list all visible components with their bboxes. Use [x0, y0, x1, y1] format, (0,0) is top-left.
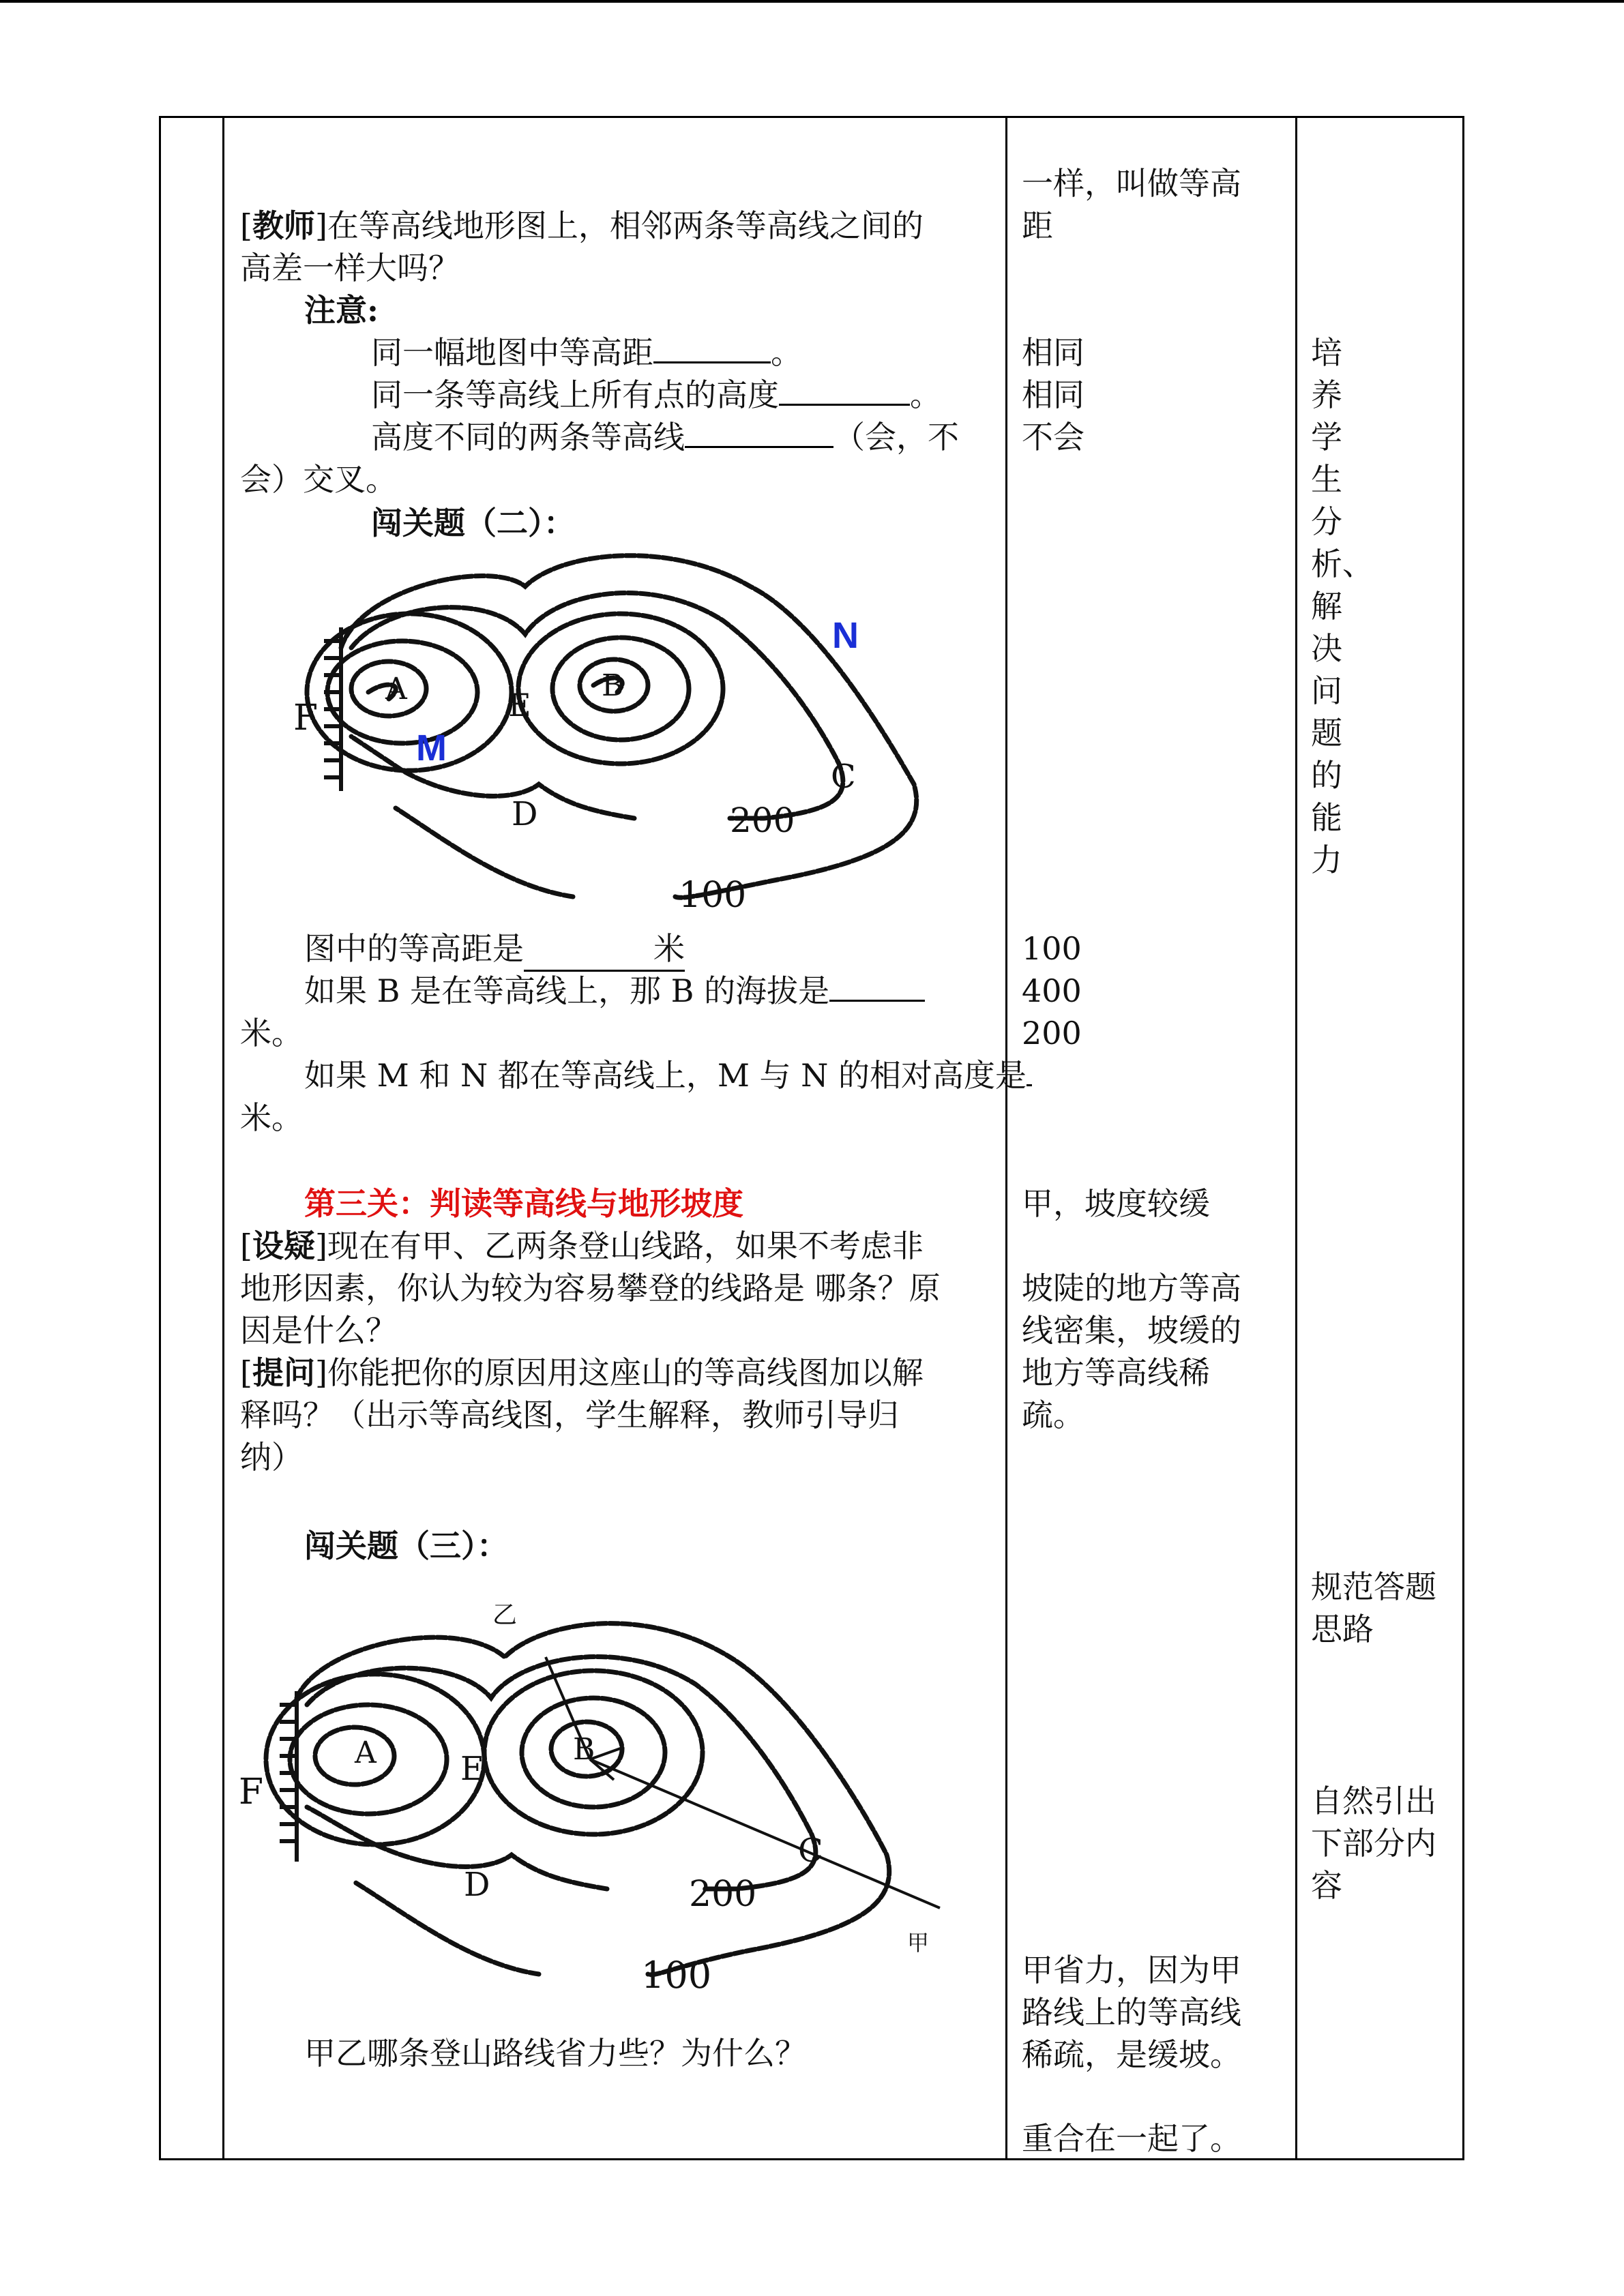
question-b-elevation: 如果 B 是在等高线上，那 B 的海拔是	[304, 970, 925, 1012]
map2-label-200: 200	[689, 1874, 757, 1915]
map1-label-d: D	[512, 795, 538, 833]
cliff-f-symbol	[324, 627, 341, 791]
answer-equal-interval: 一样，叫做等高 距	[1022, 165, 1241, 244]
question-mn-relative-height: 如果 M 和 N 都在等高线上，M 与 N 的相对高度是	[304, 1054, 1032, 1097]
answer-400: 400	[1022, 972, 1082, 1009]
final-question: 甲乙哪条登山路线省力些？为什么？	[304, 2035, 806, 2072]
map2-label-d: D	[464, 1866, 490, 1904]
answer-same-2: 相同	[1022, 376, 1084, 413]
note-3: 高度不同的两条等高线 （会，不	[371, 416, 959, 458]
map2-label-100: 100	[641, 1954, 712, 1997]
note-1: 同一幅地图中等高距 。	[371, 331, 802, 374]
map2-label-c: C	[798, 1832, 823, 1870]
note-2: 同一条等高线上所有点的高度 。	[371, 374, 941, 416]
map1-label-f: F	[293, 698, 319, 739]
intent-natural-lead: 自然引出 下部分内 容	[1311, 1783, 1436, 1904]
answer-100: 100	[1022, 930, 1082, 967]
climbing-routes	[546, 1657, 940, 1908]
answer-jia-gentle: 甲，坡度较缓	[1022, 1185, 1210, 1222]
map1-label-b: B	[602, 668, 624, 703]
map2-label-b: B	[573, 1732, 595, 1767]
question-contour-interval: 图中的等高距是 米	[304, 927, 685, 972]
doubt-line2: 地形因素，你认为较为容易攀登的线路是 哪条？原	[240, 1270, 941, 1307]
column-divider-1	[222, 116, 224, 2160]
level3-heading: 第三关：判读等高线与地形坡度	[304, 1185, 743, 1222]
column-divider-2	[1005, 116, 1007, 2160]
teacher-question-line2: 高差一样大吗？	[240, 250, 460, 286]
note-title: 注意:	[304, 292, 379, 329]
question-mn-unit: 米。	[240, 1099, 303, 1136]
intent-analysis-ability: 培 养 学 生 分 析、 解 决 问 题 的 能 力	[1311, 334, 1374, 878]
level3-title: 闯关题（三）：	[304, 1527, 508, 1564]
intent-answer-norms: 规范答题 思路	[1311, 1568, 1436, 1648]
ask-line3: 纳）	[240, 1439, 303, 1476]
map2-label-a: A	[355, 1735, 377, 1770]
level2-title: 闯关题（二）：	[371, 505, 575, 541]
answer-200: 200	[1022, 1015, 1082, 1052]
map1-label-a: A	[385, 672, 407, 706]
answer-overlap: 重合在一起了。	[1022, 2120, 1241, 2157]
note-3-cont: 会）交叉。	[240, 461, 397, 498]
answer-same-1: 相同	[1022, 334, 1084, 371]
map2-label-jia: 甲	[907, 1930, 930, 1956]
map1-label-100: 100	[679, 875, 747, 916]
question-b-elevation-unit: 米。	[240, 1015, 303, 1052]
map2-label-e: E	[460, 1750, 485, 1788]
map1-label-m: M	[416, 728, 447, 769]
contour-map-2	[232, 1596, 955, 2005]
ask-line2: 释吗？（出示等高线图，学生解释，教师引导归	[240, 1397, 899, 1433]
contour-map-1	[286, 546, 941, 927]
map1-label-n: N	[832, 615, 859, 656]
map1-label-c: C	[831, 758, 856, 796]
map1-label-e: E	[508, 687, 531, 724]
answer-slope-explanation: 坡陡的地方等高 线密集，坡缓的 地方等高线稀 疏。	[1022, 1270, 1241, 1433]
page-top-border	[0, 0, 1624, 3]
map1-label-200: 200	[730, 801, 795, 840]
answer-jia-easier: 甲省力，因为甲 路线上的等高线 稀疏，是缓坡。	[1022, 1952, 1241, 2073]
ask-line1: [提问]你能把你的原因用这座山的等高线图加以解	[240, 1354, 924, 1391]
doubt-line3: 因是什么？	[240, 1312, 397, 1349]
column-divider-3	[1295, 116, 1297, 2160]
doubt-line1: [设疑]现在有甲、乙两条登山线路，如果不考虑非	[240, 1227, 924, 1264]
teacher-question-line1: [教师]在等高线地形图上，相邻两条等高线之间的	[240, 207, 924, 244]
map2-label-f: F	[239, 1772, 264, 1813]
answer-no-cross: 不会	[1022, 419, 1084, 456]
map2-label-yi: 乙	[492, 1601, 518, 1629]
